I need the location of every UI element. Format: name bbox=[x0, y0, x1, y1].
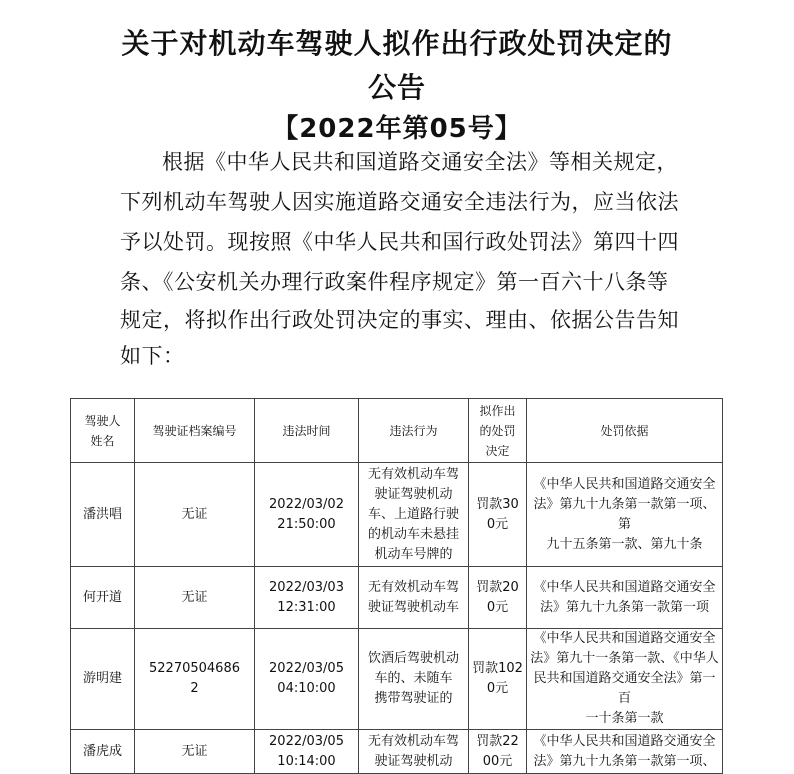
notice-title-line1: 关于对机动车驾驶人拟作出行政处罚决定的 bbox=[121, 27, 673, 60]
penalty-basis: 《中华人民共和国道路交通安全 法》第九十一条第一款、《中华人 民共和国道路交通安全法》第一百 一十条第一款 bbox=[527, 629, 723, 730]
license-number: 无证 bbox=[135, 567, 255, 629]
body-line: 予以处罚。现按照《中华人民共和国行政处罚法》第四十四 bbox=[120, 230, 679, 254]
body-line: 根据《中华人民共和国道路交通安全法》等相关规定， bbox=[162, 150, 678, 174]
violation-time: 2022/03/05 04:10:00 bbox=[255, 629, 359, 730]
violation-time: 2022/03/05 10:14:00 bbox=[255, 730, 359, 774]
penalty-decision: 罚款30 0元 bbox=[469, 463, 527, 567]
penalty-table-container bbox=[70, 398, 723, 774]
violation-time: 2022/03/03 12:31:00 bbox=[255, 567, 359, 629]
violation-behavior: 无有效机动车驾 驶证驾驶机动车 bbox=[359, 567, 469, 629]
header-violation-time: 违法时间 bbox=[255, 399, 359, 463]
violation-behavior: 饮酒后驾驶机动 车的、未随车 携带驾驶证的 bbox=[359, 629, 469, 730]
notice-title-line2: 公告 bbox=[367, 71, 426, 104]
violation-behavior: 无有效机动车驾 驶证驾驶机动 车、上道路行驶 的机动车未悬挂 机动车号牌的 bbox=[359, 463, 469, 567]
license-number: 无证 bbox=[135, 463, 255, 567]
driver-name: 游明建 bbox=[71, 629, 135, 730]
table-row bbox=[71, 629, 723, 730]
notice-number: 【2022年第05号】 bbox=[272, 114, 522, 144]
violation-behavior: 无有效机动车驾 驶证驾驶机动 bbox=[359, 730, 469, 774]
table-row bbox=[71, 567, 723, 629]
license-number: 52270504686 2 bbox=[135, 629, 255, 730]
driver-name: 何开道 bbox=[71, 567, 135, 629]
body-line: 下列机动车驾驶人因实施道路交通安全违法行为，应当依法 bbox=[120, 190, 679, 214]
penalty-decision: 罚款22 00元 bbox=[469, 730, 527, 774]
body-line: 如下： bbox=[120, 344, 185, 368]
table-header-row bbox=[71, 399, 723, 463]
header-driver-name: 驾驶人 姓名 bbox=[71, 399, 135, 463]
header-violation-behavior: 违法行为 bbox=[359, 399, 469, 463]
penalty-basis: 《中华人民共和国道路交通安全 法》第九十九条第一款第一项 bbox=[527, 567, 723, 629]
header-license-number: 驾驶证档案编号 bbox=[135, 399, 255, 463]
penalty-decision: 罚款102 0元 bbox=[469, 629, 527, 730]
penalty-basis: 《中华人民共和国道路交通安全 法》第九十九条第一款第一项、第 九十五条第一款、第九十条 bbox=[527, 463, 723, 567]
violation-time: 2022/03/02 21:50:00 bbox=[255, 463, 359, 567]
penalty-basis: 《中华人民共和国道路交通安全 法》第九十九条第一款第一项、 bbox=[527, 730, 723, 774]
table-row bbox=[71, 730, 723, 774]
header-penalty-basis: 处罚依据 bbox=[527, 399, 723, 463]
table-row bbox=[71, 463, 723, 567]
driver-name: 潘洪唱 bbox=[71, 463, 135, 567]
header-penalty-decision: 拟作出 的处罚 决定 bbox=[469, 399, 527, 463]
license-number: 无证 bbox=[135, 730, 255, 774]
driver-name: 潘虎成 bbox=[71, 730, 135, 774]
body-line: 规定，将拟作出行政处罚决定的事实、理由、依据公告告知 bbox=[120, 308, 679, 332]
penalty-table bbox=[70, 398, 723, 774]
penalty-decision: 罚款20 0元 bbox=[469, 567, 527, 629]
body-line: 条、《公安机关办理行政案件程序规定》第一百六十八条等 bbox=[120, 270, 669, 294]
